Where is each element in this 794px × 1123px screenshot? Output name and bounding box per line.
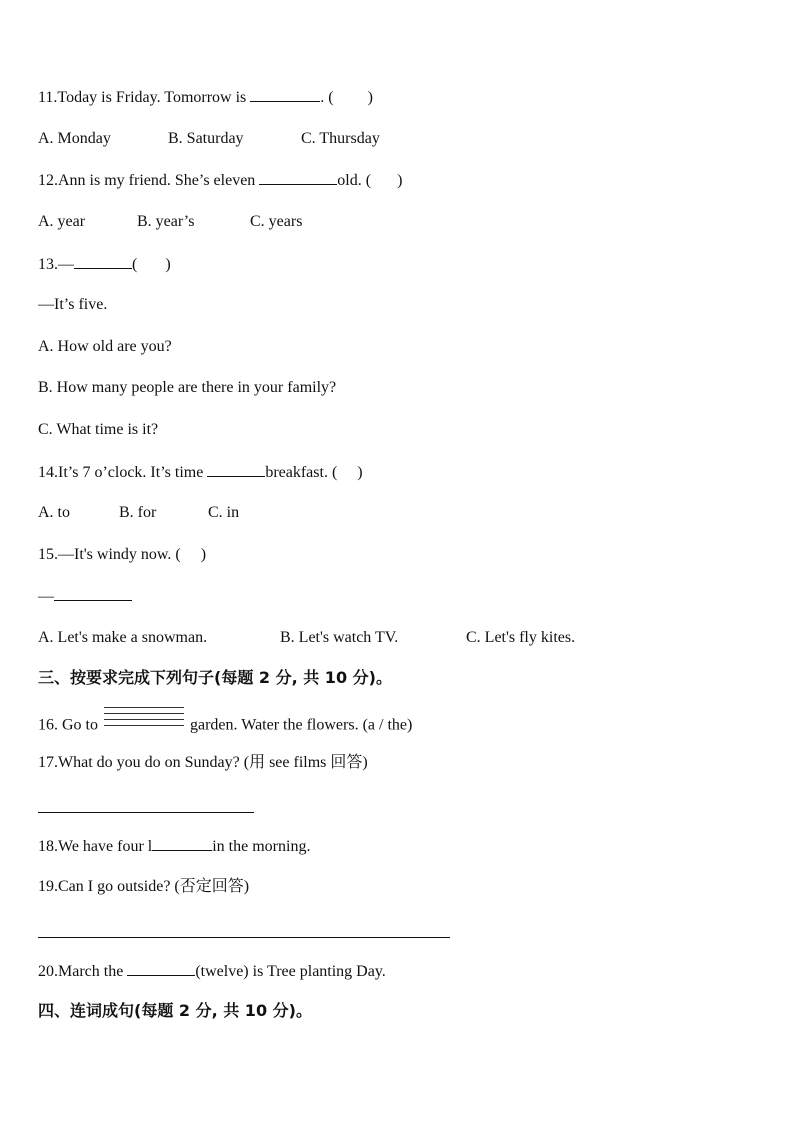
answer-line[interactable] [38, 937, 450, 938]
option-b[interactable]: B. Saturday [168, 130, 244, 147]
question-18-before: 18.We have four l [38, 838, 153, 855]
answer-blank[interactable] [152, 836, 212, 851]
question-19: 19.Can I go outside? (否定回答) [38, 878, 250, 895]
question-14-options [38, 503, 239, 523]
question-11-options [38, 129, 380, 149]
question-16 [38, 715, 412, 737]
answer-blank[interactable] [54, 586, 132, 601]
section-3-heading: 三、按要求完成下列句子(每题 2 分, 共 10 分)。 [38, 668, 392, 687]
option-b[interactable]: B. How many people are there in your family? [38, 379, 337, 396]
reply-dash: — [38, 588, 54, 605]
question-14-paren-open: breakfast. ( [265, 464, 338, 481]
question-17: 17.What do you do on Sunday? (用 see films 回答) [38, 754, 368, 771]
question-12-paren-close: ) [397, 172, 403, 189]
option-c[interactable]: C. years [250, 213, 303, 230]
option-c[interactable]: C. in [208, 504, 240, 521]
answer-blank[interactable] [207, 462, 265, 477]
question-15-options [38, 628, 575, 648]
question-13-reply: —It’s five. [38, 296, 108, 313]
question-12-paren-open: old. ( [337, 172, 372, 189]
question-13-paren-open: ( [132, 256, 138, 273]
question-12-stem: 12.Ann is my friend. She’s eleven [38, 172, 256, 189]
option-a[interactable]: A. Let's make a snowman. [38, 629, 208, 646]
question-11-paren-close: ) [367, 89, 373, 106]
answer-blank[interactable] [127, 961, 195, 976]
question-14-stem: 14.It’s 7 o’clock. It’s time [38, 464, 204, 481]
question-20 [38, 961, 386, 982]
answer-blank[interactable] [74, 254, 132, 269]
answer-line[interactable] [38, 812, 254, 813]
question-15-paren-close: ) [200, 546, 207, 563]
question-16-after: garden. Water the flowers. (a / the) [190, 716, 413, 734]
question-11-stem: 11.Today is Friday. Tomorrow is [38, 89, 247, 106]
option-a[interactable]: A. year [38, 213, 86, 230]
section-4-heading: 四、连词成句(每题 2 分, 共 10 分)。 [38, 1001, 312, 1020]
option-b[interactable]: B. year’s [137, 213, 195, 230]
question-13-stem: 13.— [38, 256, 74, 273]
question-11 [38, 87, 373, 108]
question-18-after: in the morning. [212, 838, 311, 855]
option-b[interactable]: B. Let's watch TV. [280, 629, 399, 646]
question-13 [38, 254, 171, 275]
option-c[interactable]: C. Thursday [301, 130, 380, 147]
question-11-paren-open: . ( [320, 89, 334, 106]
question-16-before: 16. Go to [38, 716, 98, 734]
question-13-paren-close: ) [165, 256, 171, 273]
question-14 [38, 462, 363, 483]
option-b[interactable]: B. for [119, 504, 157, 521]
question-12-options [38, 212, 302, 232]
question-12 [38, 170, 402, 191]
question-15-stem: 15.—It's windy now. ( [38, 546, 181, 563]
option-c[interactable]: C. What time is it? [38, 421, 159, 438]
answer-blank[interactable] [259, 170, 337, 185]
option-a[interactable]: A. to [38, 504, 70, 521]
answer-blank[interactable] [250, 87, 320, 102]
question-14-paren-close: ) [357, 464, 363, 481]
question-18 [38, 836, 310, 857]
question-15-reply [38, 586, 132, 607]
question-20-after: (twelve) is Tree planting Day. [195, 963, 386, 980]
option-a[interactable]: A. How old are you? [38, 338, 172, 355]
option-c[interactable]: C. Let's fly kites. [466, 629, 576, 646]
option-a[interactable]: A. Monday [38, 130, 111, 147]
question-15 [38, 545, 206, 565]
question-20-before: 20.March the [38, 963, 124, 980]
answer-blank-lines[interactable] [104, 715, 184, 737]
